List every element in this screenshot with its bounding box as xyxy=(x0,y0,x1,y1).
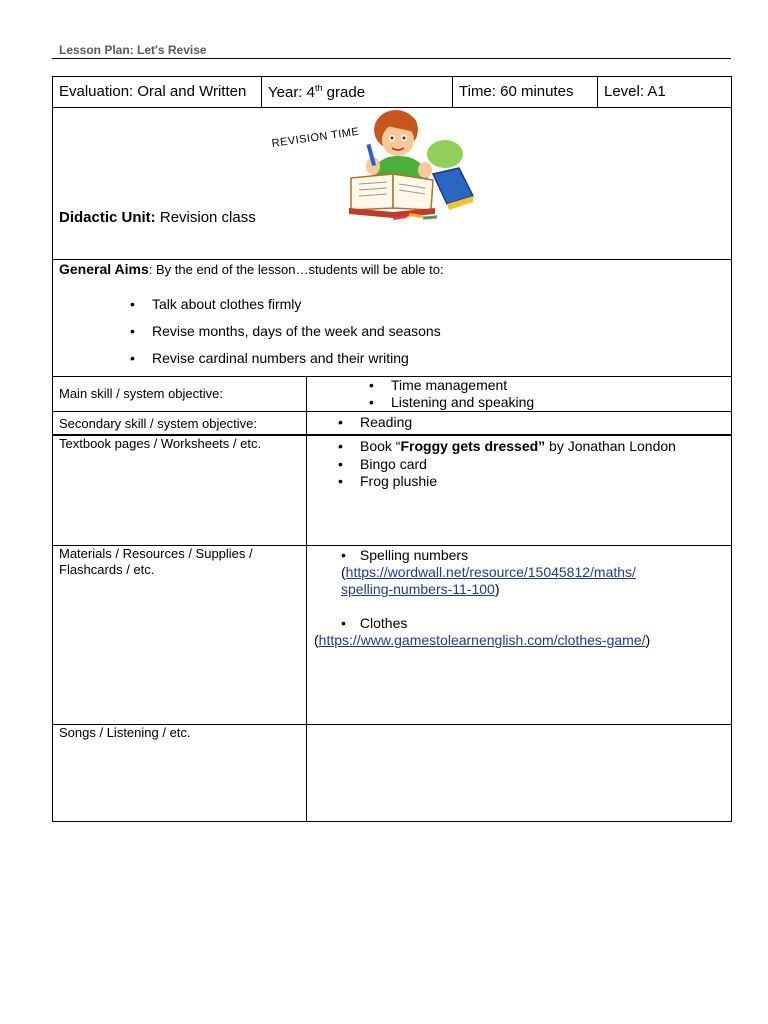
revision-time-illustration xyxy=(263,104,483,224)
main-skill-label: Main skill / system objective: xyxy=(59,386,223,401)
clothes-game-link[interactable]: https://www.gamestolearnenglish.com/clothes-game/ xyxy=(318,632,646,648)
divider xyxy=(597,76,598,108)
list-item xyxy=(338,438,676,456)
materials-item-label: Spelling numbers xyxy=(359,547,469,563)
list-item: • Revise cardinal numbers and their writing xyxy=(130,345,441,372)
evaluation-cell: Evaluation: Oral and Written xyxy=(59,83,247,100)
list-item: • Reading xyxy=(338,414,412,431)
list-item: • Frog plushie xyxy=(338,473,676,491)
book-title: Froggy gets dressed” xyxy=(400,438,546,454)
year-prefix: Year: 4 xyxy=(268,84,315,101)
textbook-label: Textbook pages / Worksheets / etc. xyxy=(59,436,262,451)
wordwall-link-continued[interactable]: spelling-numbers-11-100 xyxy=(341,581,495,597)
list-item: • Revise months, days of the week and seasons xyxy=(130,318,441,345)
main-skill-list xyxy=(369,377,534,411)
didactic-unit-value: Revision class xyxy=(155,209,256,226)
page-header-title: Lesson Plan: Let's Revise xyxy=(59,43,207,57)
row-divider xyxy=(52,411,732,412)
general-aims-intro: : By the end of the lesson…students will be able to: xyxy=(148,262,444,277)
revision-time-caption: REVISION TIME xyxy=(271,125,361,150)
bullet: • xyxy=(341,547,346,563)
year-superscript: th xyxy=(315,83,323,93)
book-author: by Jonathan London xyxy=(545,438,676,454)
materials-item-spelling xyxy=(341,547,468,563)
materials-link-block xyxy=(341,564,636,598)
bullet: • xyxy=(341,615,346,631)
list-item: • Bingo card xyxy=(338,456,676,474)
didactic-unit-label: Didactic Unit: xyxy=(59,209,156,226)
materials-item-label: Clothes xyxy=(359,615,408,631)
general-aims-heading xyxy=(59,261,444,279)
general-aims-list xyxy=(130,291,441,372)
paren: ( xyxy=(314,632,319,648)
list-item: • Talk about clothes firmly xyxy=(130,291,441,318)
secondary-skill-list xyxy=(338,414,412,431)
textbook-list xyxy=(338,438,676,491)
time-cell: Time: 60 minutes xyxy=(459,83,574,100)
secondary-skill-label: Secondary skill / system objective: xyxy=(59,416,257,431)
materials-item-clothes xyxy=(341,615,407,631)
year-suffix: grade xyxy=(322,84,366,101)
column-divider xyxy=(306,376,307,822)
level-cell: Level: A1 xyxy=(604,83,666,100)
divider xyxy=(261,76,262,108)
header-rule xyxy=(52,58,731,59)
wordwall-link[interactable]: https://wordwall.net/resource/15045812/maths/ xyxy=(345,564,636,580)
materials-label-line: Materials / Resources / Supplies / xyxy=(59,546,253,561)
year-cell xyxy=(268,83,365,101)
general-aims-label: General Aims xyxy=(59,261,149,277)
paren: ( xyxy=(341,564,346,580)
paren: ) xyxy=(645,632,651,648)
didactic-unit xyxy=(59,209,256,226)
materials-label-line: Flashcards / etc. xyxy=(59,562,155,577)
clothes-link-line xyxy=(314,632,650,648)
paren: ) xyxy=(494,581,500,597)
songs-label: Songs / Listening / etc. xyxy=(59,725,191,740)
list-item: • Listening and speaking xyxy=(369,394,534,411)
materials-label xyxy=(59,546,253,578)
book-prefix: Book “ xyxy=(360,438,401,454)
list-item: • Time management xyxy=(369,377,534,394)
